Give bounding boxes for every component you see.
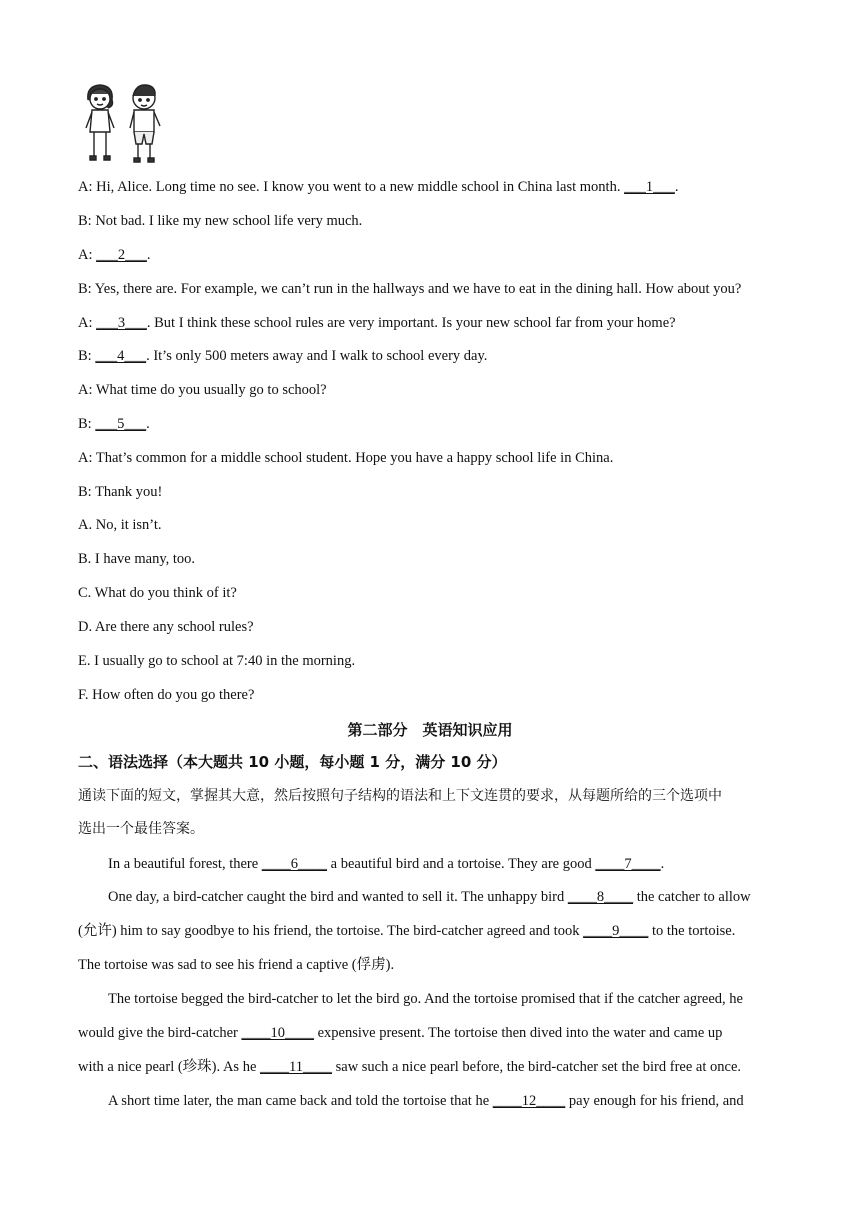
dialogue-text: B: bbox=[78, 348, 96, 364]
passage-text: A short time later, the man came back and told the tortoise that he bbox=[108, 1093, 493, 1109]
instructions-line-2: 选出一个最佳答案。 bbox=[78, 821, 204, 837]
dialogue-line-a2 bbox=[78, 246, 151, 264]
passage-paragraph-3-line-1: The tortoise begged the bird-catcher to let the bird go. And the tortoise promised that if the catcher agreed, he bbox=[108, 991, 743, 1007]
passage-paragraph-2-line-3: The tortoise was sad to see his friend a captive (俘虏). bbox=[78, 957, 395, 973]
dialogue-text: . It’s only 500 meters away and I walk to school every day. bbox=[146, 348, 488, 364]
two-children-illustration bbox=[76, 82, 168, 168]
instructions-line-1: 通读下面的短文，掌握其大意，然后按照句子结构的语法和上下文连贯的要求，从每题所给的三个选项中 bbox=[78, 788, 722, 804]
dialogue-line-b3 bbox=[78, 347, 487, 365]
dialogue-text: . bbox=[146, 247, 151, 263]
dialogue-text: . But I think these school rules are very important. Is your new school far from your home? bbox=[146, 315, 676, 331]
blank-9: ____9____ bbox=[583, 923, 649, 939]
dialogue-line-a3 bbox=[78, 314, 676, 332]
passage-text: expensive present. The tortoise then dived into the water and came up bbox=[313, 1025, 723, 1041]
dialogue-text: A: Hi, Alice. Long time no see. I know you went to a new middle school in China last month. bbox=[78, 179, 625, 195]
passage-paragraph-3-line-2 bbox=[78, 1024, 722, 1042]
passage-text: In a beautiful forest, there bbox=[108, 856, 262, 872]
passage-paragraph-4-line-1 bbox=[108, 1092, 744, 1110]
blank-12: ____12____ bbox=[492, 1093, 566, 1109]
dialogue-line-b2: B: Yes, there are. For example, we can’t run in the hallways and we have to eat in the dining hall. How about you? bbox=[78, 281, 742, 297]
passage-text: to the tortoise. bbox=[648, 923, 736, 939]
passage-text: a beautiful bird and a tortoise. They are good bbox=[327, 856, 596, 872]
option-e: E. I usually go to school at 7:40 in the morning. bbox=[78, 653, 356, 669]
dialogue-line-b1: B: Not bad. I like my new school life very much. bbox=[78, 213, 363, 229]
dialogue-line-a4: A: What time do you usually go to school? bbox=[78, 382, 327, 398]
blank-5: ___5___ bbox=[95, 416, 147, 432]
blank-7: ____7____ bbox=[595, 856, 661, 872]
blank-1: ___1___ bbox=[624, 179, 675, 195]
dialogue-text: B: bbox=[78, 416, 96, 432]
option-c: C. What do you think of it? bbox=[78, 585, 237, 601]
passage-text: the catcher to allow bbox=[633, 889, 751, 905]
passage-text: pay enough for his friend, and bbox=[565, 1093, 744, 1109]
section-title: 二、语法选择（本大题共 10 小题，每小题 1 分，满分 10 分） bbox=[78, 753, 507, 771]
passage-paragraph-2-line-1 bbox=[108, 888, 751, 906]
passage-text: (允许) him to say goodbye to his friend, the tortoise. The bird-catcher agreed and took bbox=[78, 923, 584, 939]
option-a: A. No, it isn’t. bbox=[78, 517, 162, 533]
passage-text: would give the bird-catcher bbox=[78, 1025, 242, 1041]
dialogue-line-a1 bbox=[78, 178, 678, 196]
passage-text: with a nice pearl (珍珠). As he bbox=[78, 1059, 261, 1075]
dialogue-text: A: bbox=[78, 315, 97, 331]
blank-8: ____8____ bbox=[567, 889, 634, 905]
option-f: F. How often do you go there? bbox=[78, 687, 255, 703]
passage-paragraph-1 bbox=[108, 855, 664, 873]
passage-text: . bbox=[660, 856, 665, 872]
passage-paragraph-2-line-2 bbox=[78, 922, 735, 940]
part-title: 第二部分 英语知识应用 bbox=[347, 721, 513, 739]
option-b: B. I have many, too. bbox=[78, 551, 196, 567]
blank-6: ____6____ bbox=[261, 856, 328, 872]
blank-4: ___4___ bbox=[95, 348, 147, 364]
passage-text: saw such a nice pearl before, the bird-catcher set the bird free at once. bbox=[331, 1059, 742, 1075]
passage-paragraph-3-line-3 bbox=[78, 1058, 741, 1076]
dialogue-line-b4 bbox=[78, 415, 150, 433]
blank-3: ___3___ bbox=[96, 315, 147, 331]
dialogue-text: A: bbox=[78, 247, 97, 263]
blank-2: ___2___ bbox=[96, 247, 147, 263]
dialogue-line-b5: B: Thank you! bbox=[78, 484, 163, 500]
option-d: D. Are there any school rules? bbox=[78, 619, 254, 635]
dialogue-line-a5: A: That’s common for a middle school student. Hope you have a happy school life in China. bbox=[78, 450, 614, 466]
blank-10: ____10____ bbox=[241, 1025, 314, 1041]
blank-11: ____11____ bbox=[260, 1059, 332, 1075]
dialogue-text: . bbox=[146, 416, 150, 432]
passage-text: One day, a bird-catcher caught the bird and wanted to sell it. The unhappy bird bbox=[108, 889, 568, 905]
dialogue-text: . bbox=[674, 179, 679, 195]
